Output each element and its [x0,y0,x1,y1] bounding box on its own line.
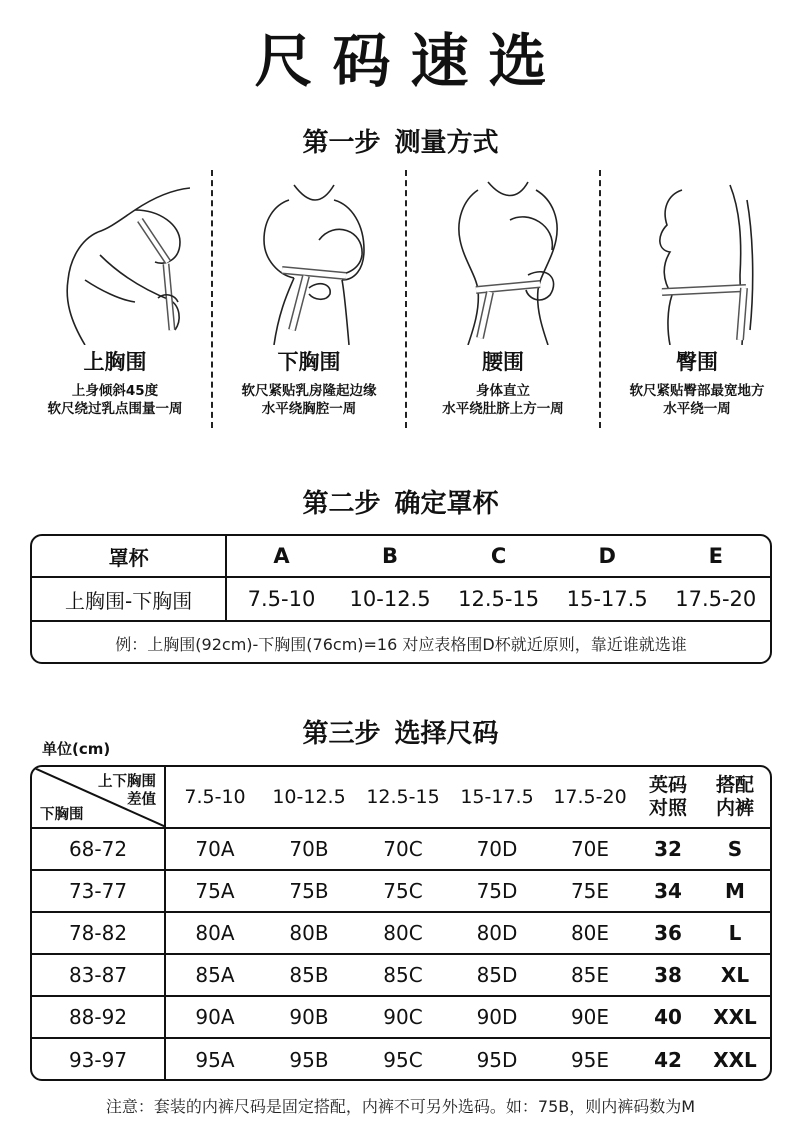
cup-letter: B [382,544,399,568]
bra-size-cell: 70A [195,837,235,861]
step1-number: 第一步 [302,128,381,158]
bra-size-cell: 70D [476,837,518,861]
measure-desc [214,382,404,418]
size-header-row [32,767,770,829]
measure-desc-line1: 上身倾斜45度 [71,383,159,399]
cup-range-label: 上胸围-下胸围 [32,578,227,620]
size-corner-cell [32,767,166,827]
bra-size-cell: 85B [289,963,329,987]
measure-desc-line1: 身体直立 [476,383,530,399]
measurement-figures [20,170,780,435]
cup-range: 15-17.5 [566,587,648,611]
measure-hip [602,170,792,435]
step2-text: 确定罩杯 [394,489,499,519]
bra-size-cell: 75E [570,879,610,903]
bra-size-cell: 85C [383,963,423,987]
corner-label-diff-1: 上下胸围 [98,774,156,790]
measure-desc-line1: 软尺紧贴臀部最宽地方 [629,383,765,399]
underbust-range: 83-87 [32,955,166,995]
bra-size-cell: 85A [195,963,235,987]
bra-size-cell: 85E [570,963,610,987]
corner-label-underbust: 下胸围 [40,807,84,823]
uk-size-header [636,767,700,827]
underbust-range: 73-77 [32,871,166,911]
bra-size-cell: 80E [570,921,610,945]
step1-text: 测量方式 [394,128,499,158]
bra-size-cell: 90A [195,1005,235,1029]
footer-note: 注意：套装的内裤尺码是固定搭配，内裤不可另外选码。如：75B，则内裤码数为M [105,1097,696,1116]
measure-under-bust [214,170,404,435]
under-bust-illustration [234,180,384,345]
uk-size-cell: 42 [654,1048,682,1072]
cup-letter: E [708,544,723,568]
panty-size-header [700,767,770,827]
bra-size-cell: 90C [383,1005,423,1029]
table-row [32,997,770,1039]
measure-desc-line2: 软尺绕过乳点围量一周 [47,401,183,417]
measure-desc-line2: 水平绕肚脐上方一周 [442,401,564,417]
bra-size-cell: 80C [383,921,423,945]
bra-size-cell: 75C [383,879,423,903]
size-table [30,765,772,1081]
table-row [32,955,770,997]
step2-title [0,483,801,520]
bra-size-cell: 75A [195,879,235,903]
diff-header: 15-17.5 [460,786,534,808]
table-row [32,913,770,955]
measure-desc [20,382,210,418]
bra-size-cell: 85D [476,963,518,987]
bra-size-cell: 75D [476,879,518,903]
bra-size-cell: 70E [570,837,610,861]
step3-number: 第三步 [302,719,381,749]
dashed-divider [599,170,601,428]
upper-bust-illustration [40,180,190,345]
page-title: 尺码速选 [254,27,567,95]
step3-text: 选择尺码 [394,719,499,749]
underbust-range: 68-72 [32,829,166,869]
measure-desc-line2: 水平绕胸腔一周 [261,401,357,417]
cup-letter: D [598,544,616,568]
measure-desc [408,382,598,418]
dashed-divider [405,170,407,428]
measure-desc-line1: 软尺紧贴乳房隆起边缘 [241,383,377,399]
underbust-range: 88-92 [32,997,166,1037]
bra-size-cell: 80B [289,921,329,945]
step2-number: 第二步 [302,489,381,519]
uk-size-cell: 36 [654,921,682,945]
bra-size-cell: 75B [289,879,329,903]
panty-size-cell: M [725,879,745,903]
bra-size-cell: 80A [195,921,235,945]
underbust-range: 78-82 [32,913,166,953]
bra-size-cell: 80D [476,921,518,945]
uk-header-line1: 英码 [648,774,687,796]
cup-header-label: 罩杯 [32,536,227,576]
panty-header-line1: 搭配 [715,774,754,796]
bra-size-cell: 90D [476,1005,518,1029]
panty-size-cell: XL [720,963,750,987]
measure-desc [602,382,792,418]
measure-upper-bust [20,170,210,435]
cup-range: 12.5-15 [458,587,540,611]
bra-size-cell: 90E [570,1005,610,1029]
cup-letter: A [273,544,290,568]
hip-illustration [622,180,772,345]
panty-size-cell: XXL [713,1048,757,1072]
underbust-range: 93-97 [32,1039,166,1081]
measure-desc-line2: 水平绕一周 [663,401,731,417]
measure-name: 上胸围 [83,350,147,374]
diff-header: 17.5-20 [553,786,627,808]
bra-size-cell: 95E [570,1048,610,1072]
table-row [32,871,770,913]
cup-range: 10-12.5 [349,587,431,611]
table-row [32,829,770,871]
cup-example: 例：上胸围(92cm)-下胸围(76cm)=16 对应表格围D杯就近原则，靠近谁就选谁 [115,634,687,654]
table-row [32,1039,770,1081]
corner-label-diff-2: 差值 [127,792,156,808]
bra-size-cell: 95C [383,1048,423,1072]
cup-range-row [32,578,770,622]
uk-size-cell: 40 [654,1005,682,1029]
measure-waist [408,170,598,435]
bra-size-cell: 95A [195,1048,235,1072]
bra-size-cell: 90B [289,1005,329,1029]
bra-size-cell: 95B [289,1048,329,1072]
uk-size-cell: 32 [654,837,682,861]
cup-range: 7.5-10 [247,587,316,611]
panty-size-cell: XXL [713,1005,757,1029]
panty-size-cell: S [727,837,743,861]
step3-title [0,713,801,750]
panty-size-cell: L [728,921,742,945]
diff-header: 7.5-10 [184,786,246,808]
uk-size-cell: 34 [654,879,682,903]
cup-table [30,534,772,664]
panty-header-line2: 内裤 [715,797,754,819]
unit-label: 单位(cm) [42,740,111,758]
bra-size-cell: 95D [476,1048,518,1072]
bra-size-cell: 70C [383,837,423,861]
dashed-divider [211,170,213,428]
diff-header: 10-12.5 [272,786,346,808]
uk-header-line2: 对照 [648,797,687,819]
cup-letter: C [490,544,507,568]
cup-range: 17.5-20 [675,587,757,611]
measure-name: 腰围 [482,350,524,374]
step1-title [0,122,801,159]
bra-size-cell: 70B [289,837,329,861]
uk-size-cell: 38 [654,963,682,987]
cup-header-row [32,536,770,578]
measure-name: 臀围 [676,350,718,374]
waist-illustration [428,180,578,345]
diff-header: 12.5-15 [366,786,440,808]
measure-name: 下胸围 [277,350,341,374]
